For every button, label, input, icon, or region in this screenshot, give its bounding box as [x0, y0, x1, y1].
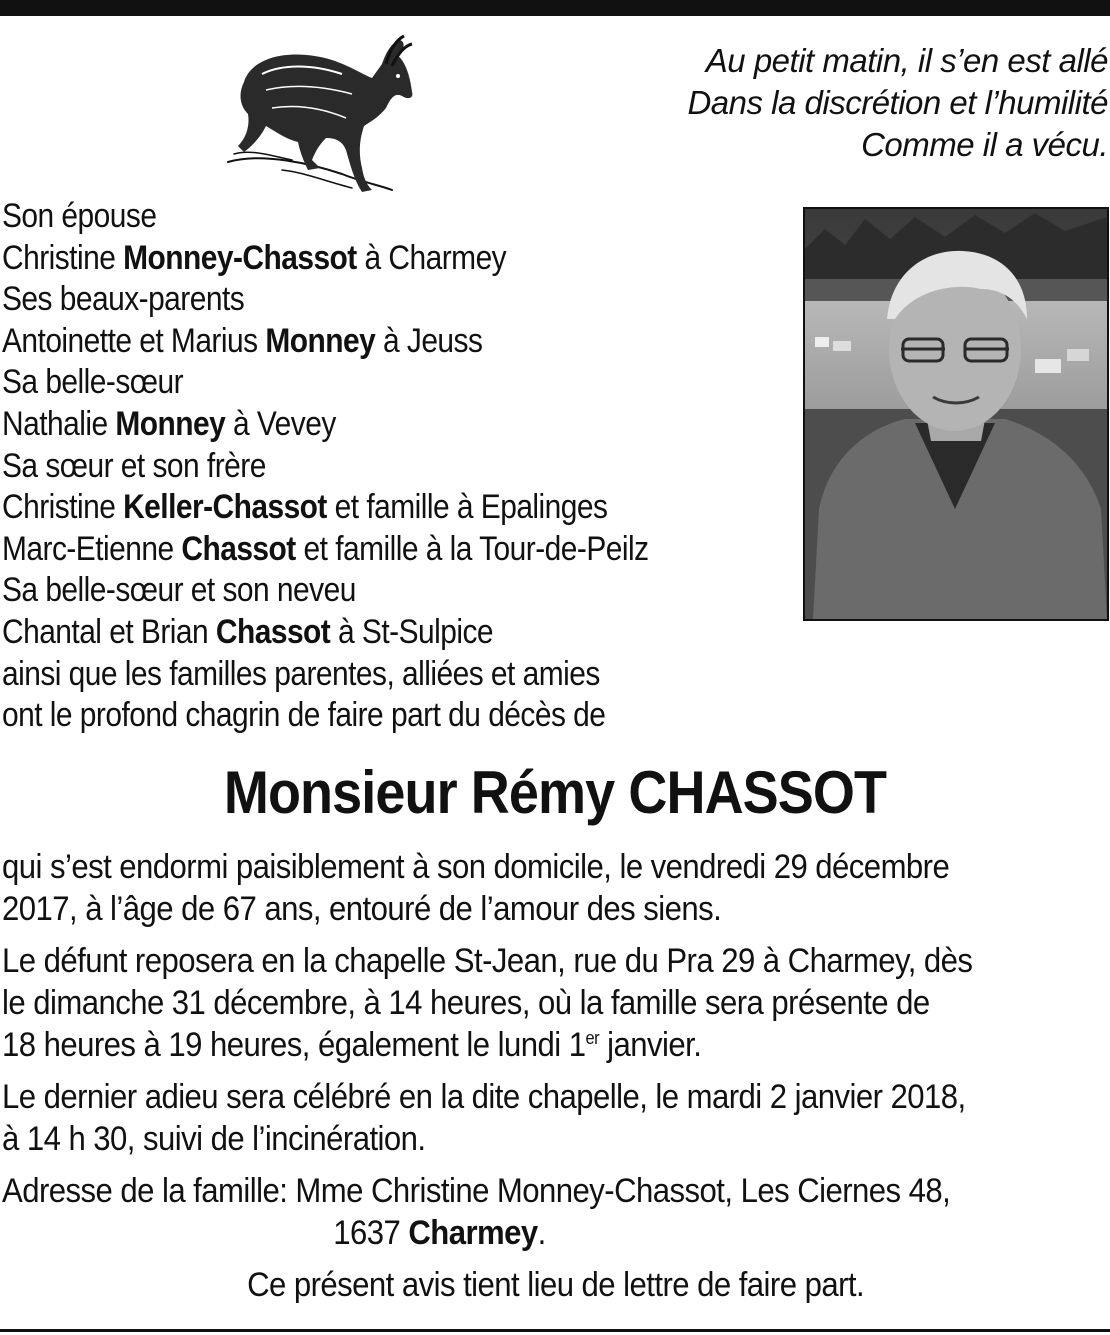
chamois-illustration	[222, 34, 420, 194]
address-line: 1637 Charmey.	[333, 1214, 546, 1252]
family-line: ainsi que les familles parentes, alliées et amies	[2, 654, 600, 693]
family-line: Nathalie Monney à Vevey	[2, 404, 336, 443]
text-line: à 14 h 30, suivi de l’incinération.	[2, 1120, 426, 1158]
family-line: Ses beaux-parents	[2, 280, 245, 319]
text-line: Le dernier adieu sera célébré en la dite chapelle, le mardi 2 janvier 2018,	[2, 1078, 966, 1116]
family-line: Marc-Etienne Chassot et famille à la Tour-de-Peilz	[2, 529, 649, 568]
portrait-photo	[803, 207, 1109, 621]
address-line: Adresse de la famille: Mme Christine Monney-Chassot, Les Ciernes 48,	[2, 1172, 951, 1210]
text-line: Le défunt reposera en la chapelle St-Jean, rue du Pra 29 à Charmey, dès	[2, 942, 973, 980]
footer-note: Ce présent avis tient lieu de lettre de faire part.	[247, 1266, 865, 1304]
deceased-name: Monsieur Rémy CHASSOT	[223, 759, 887, 826]
announcement-body	[2, 846, 1109, 1316]
poem-line: Dans la discrétion et l’humilité	[687, 84, 1108, 121]
bottom-rule	[0, 1329, 1110, 1332]
footer-paragraph	[2, 1264, 1109, 1306]
text-line: 2017, à l’âge de 67 ans, entouré de l’amour des siens.	[2, 890, 722, 928]
poem-line: Au petit matin, il s’en est allé	[705, 42, 1108, 79]
superscript: er	[585, 1028, 600, 1048]
paragraph-death-notice	[2, 846, 1109, 930]
family-list	[2, 196, 697, 737]
family-line: Sa sœur et son frère	[2, 446, 266, 485]
paragraph-viewing	[2, 940, 1109, 1066]
text-line: le dimanche 31 décembre, à 14 heures, où la famille sera présente de	[2, 984, 930, 1022]
family-line: Chantal et Brian Chassot à St-Sulpice	[2, 612, 494, 651]
family-line: Christine Keller-Chassot et famille à Epalinges	[2, 488, 608, 527]
family-line: Antoinette et Marius Monney à Jeuss	[2, 321, 483, 360]
poem-line: Comme il a vécu.	[861, 126, 1108, 163]
family-line: Sa belle-sœur et son neveu	[2, 571, 356, 610]
family-address	[2, 1170, 1109, 1254]
paragraph-funeral	[2, 1076, 1109, 1160]
family-line: Son épouse	[2, 197, 157, 235]
text-line: 18 heures à 19 heures, également le lundi 1er janvier.	[2, 1026, 702, 1064]
poem	[408, 40, 1108, 166]
family-line: Sa belle-sœur	[2, 363, 184, 402]
family-line: ont le profond chagrin de faire part du décès de	[2, 696, 606, 735]
top-rule	[0, 0, 1110, 16]
text-line: qui s’est endormi paisiblement à son domicile, le vendredi 29 décembre	[2, 848, 950, 886]
family-line: Christine Monney-Chassot à Charmey	[2, 238, 507, 277]
